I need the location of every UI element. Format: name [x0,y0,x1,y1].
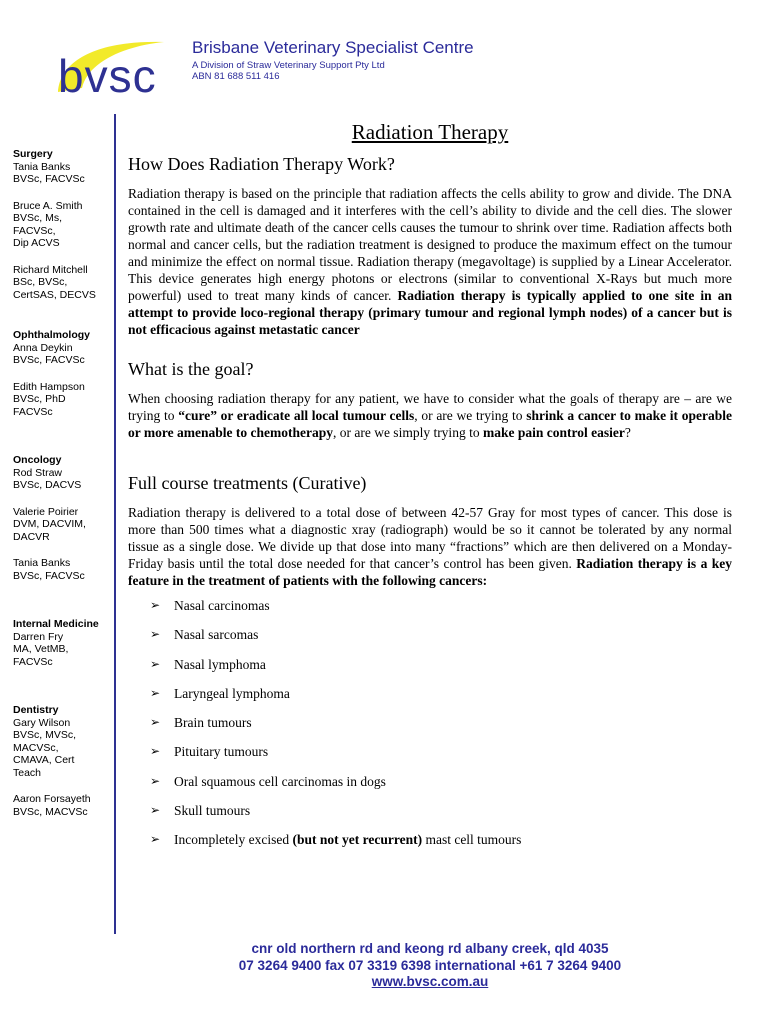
staff-bruce-smith [13,200,113,250]
staff-qualification: FACVSc [13,655,53,668]
dentistry-section [13,704,113,818]
list-item-text: Nasal carcinomas [174,598,270,613]
footer-phones: 07 3264 9400 fax 07 3319 6398 international +61 7 3264 9400 [238,957,622,973]
list-item-text: Skull tumours [174,803,251,819]
staff-anna-deykin [13,342,113,367]
arrow-bullet-icon: ➢ [150,685,161,700]
staff-qualification: DACVR [13,530,50,543]
list-item-text: Laryngeal lymphoma [174,685,290,701]
staff-qualification: Dip ACVS [13,237,60,249]
list-item [128,597,732,626]
staff-qualification: BVSc, MACVSc [13,805,88,818]
oncology-heading: Oncology [13,454,62,466]
staff-qualification: BVSc, DACVS [13,479,82,491]
staff-qualification: FACVSc, [13,224,56,237]
list-item-text: Nasal lymphoma [174,656,266,672]
staff-name: Darren Fry [13,630,64,643]
internal-medicine-heading: Internal Medicine [13,618,99,630]
staff-name: Anna Deykin [13,341,73,354]
abn-text: ABN 81 688 511 416 [192,71,280,82]
staff-name: Valerie Poirier [13,505,79,518]
staff-qualification: BVSc, FACVSc [13,173,85,185]
list-item [128,773,732,802]
paragraph-text: Radiation therapy is based on the principle that radiation affects the cells ability to grow and divide. The DNA contained in the cell is damaged and it interferes with the cell’s ability to divide and the cell dies. The slower growth rate and ultimate death of the cancer cells causes the tumour to shrink over time. Radiation affects both normal and cancer cells, but the radiation treatment is designed to produce the maximum effect on the tumour and minimize the effect on normal tissue. Radiation therapy (megavoltage) is supplied by a Linear Accelerator. This device generates high energy photons or electrons (similar to conventional X-Rays but much more powerful) used to treat many kinds of cancer. [128,186,732,303]
list-item [128,714,732,743]
staff-qualification: BVSc, Ms, [13,212,63,224]
arrow-bullet-icon: ➢ [150,656,161,671]
section-heading-how-it-works: How Does Radiation Therapy Work? [128,154,395,174]
ophthalmology-heading: Ophthalmology [13,329,90,341]
staff-name: Gary Wilson [13,716,71,729]
arrow-bullet-icon: ➢ [150,744,161,759]
bvsc-logo [52,30,184,102]
staff-valerie-poirier [13,506,113,544]
paragraph-text: Radiation therapy is delivered to a total dose of between 42-57 Gray for most types of cancer. This dose is more than 500 times what a diagnostic xray (radiograph) would be so it cannot be tolerated by any normal tissue as a single dose. We divide up that dose into many “fractions” which are then delivered on a Monday-Friday basis until the total dose needed for that cancer’s control has been given. [128,505,732,571]
list-item-text: Brain tumours [174,715,252,731]
paragraph-text: ? [624,425,631,440]
footer-contact [128,941,732,991]
list-item [128,626,732,655]
staff-qualification: MA, VetMB, [13,643,69,655]
list-item [128,685,732,714]
org-details [192,60,385,82]
paragraph-text: , or are we trying to [414,408,527,423]
arrow-bullet-icon: ➢ [150,773,161,788]
org-name: Brisbane Veterinary Specialist Centre [192,38,474,57]
oncology-section [13,454,113,582]
main-content [128,120,732,861]
staff-qualification: FACVSc [13,405,53,418]
goal-paragraph [128,390,732,441]
staff-qualification: BVSc, FACVSc [13,354,85,366]
staff-qualification: BVSc, MVSc, [13,729,77,741]
staff-sidebar [13,148,113,832]
paragraph-bold-text: “cure” or eradicate all local tumour cells [178,408,415,423]
dentistry-heading: Dentistry [13,704,59,716]
logo-text: bvsc [58,50,157,102]
paragraph-bold-text: Radiation therapy is a key feature in the treatment of patients with the following cancers: [128,556,732,588]
how-it-works-paragraph [128,185,732,338]
staff-richard-mitchell [13,264,113,302]
paragraph-text: , or are we simply trying to [332,425,483,440]
list-item-text: Pituitary tumours [174,744,269,760]
paragraph-text: When choosing radiation therapy for any patient, we have to consider what the goals of therapy are – are we trying to [128,391,732,423]
surgery-heading: Surgery [13,148,53,160]
paragraph-bold-text: shrink a cancer to make it operable or more amenable to chemotherapy [128,408,733,440]
division-text: A Division of Straw Veterinary Support Pty Ltd [192,60,385,71]
website-link[interactable]: www.bvsc.com.au [371,974,489,989]
ophthalmology-section [13,329,113,418]
list-item-text: Nasal sarcomas [174,627,259,643]
arrow-bullet-icon: ➢ [150,598,161,612]
list-item [128,656,732,685]
staff-qualification: CertSAS, DECVS [13,288,96,301]
staff-name: Bruce A. Smith [13,199,83,212]
arrow-bullet-icon: ➢ [150,803,161,818]
staff-qualification: Teach [13,766,42,779]
list-item-text: mast cell tumours [422,832,522,848]
paragraph-bold-text: Radiation therapy is typically applied to one site in an attempt to provide loco-regional therapy (primary tumour and regional lymph nodes) of a cancer but is not efficacious against metastatic cancer [128,288,732,337]
full-course-paragraph [128,504,732,589]
list-item-bold-text: (but not yet recurrent) [292,832,423,848]
staff-edith-hampson [13,381,113,419]
staff-name: Rod Straw [13,466,63,479]
paragraph-bold-text: make pain control easier [482,425,625,440]
list-item-text: Oral squamous cell carcinomas in dogs [174,773,386,789]
staff-tania-banks-oncology [13,557,113,582]
list-item [128,802,732,831]
cancer-list [128,597,732,861]
staff-qualification: BVSc, PhD [13,393,66,405]
page-title: Radiation Therapy [351,120,509,144]
surgery-section [13,148,113,301]
staff-aaron-forsayeth [13,793,113,818]
arrow-bullet-icon: ➢ [150,832,161,847]
footer-address: cnr old northern rd and keong rd albany creek, qld 4035 [251,941,609,956]
list-item [128,743,732,772]
staff-qualification: CMAVA, Cert [13,754,75,766]
staff-qualification: BSc, BVSc, [13,276,68,288]
sidebar-divider [114,114,116,934]
staff-name: Richard Mitchell [13,263,88,276]
list-item-text: Incompletely excised [174,832,293,848]
section-heading-full-course: Full course treatments (Curative) [128,473,367,493]
staff-name: Tania Banks [13,557,71,569]
staff-qualification: DVM, DACVIM, [13,518,86,530]
arrow-bullet-icon: ➢ [150,627,161,642]
section-heading-goal: What is the goal? [128,359,254,379]
staff-name: Edith Hampson [13,380,85,393]
staff-qualification: MACVSc, [13,741,59,754]
list-item [128,831,732,860]
internal-medicine-section [13,618,113,668]
staff-darren-fry [13,631,113,669]
staff-rod-straw [13,467,113,492]
staff-tania-banks [13,161,113,186]
arrow-bullet-icon: ➢ [150,715,161,730]
staff-qualification: BVSc, FACVSc [13,569,85,582]
staff-name: Aaron Forsayeth [13,793,91,805]
staff-name: Tania Banks [13,160,71,173]
staff-gary-wilson [13,717,113,780]
